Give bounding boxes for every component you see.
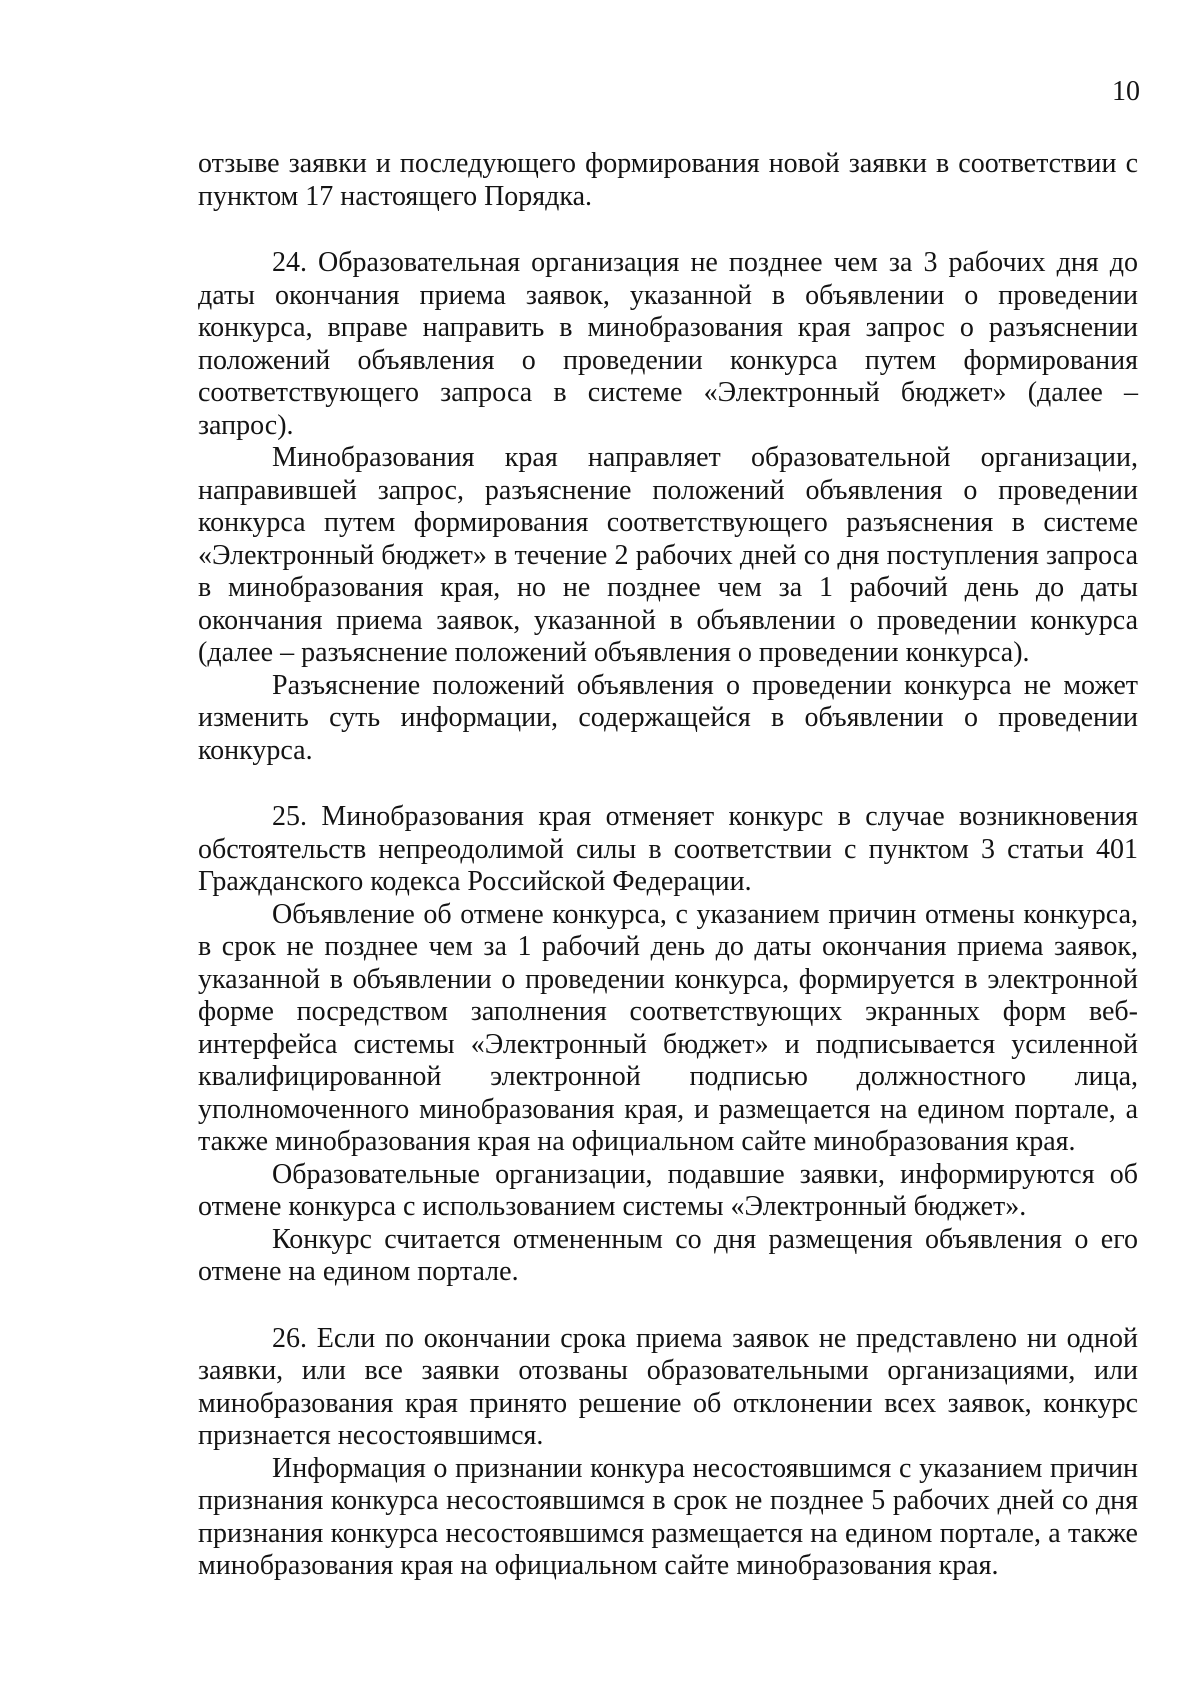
clause-25-notification: Образовательные организации, подавшие заявки, информируются об отмене конкурса с использованием системы «Электронный бюджет». bbox=[198, 1158, 1138, 1222]
clause-26-information: Информация о признании конкура несостоявшимся с указанием причин признания конкурса несостоявшимся в срок не позднее 5 рабочих дней со дня признания конкурса несостоявшимся размещается на едином портале, а также минобразования края на официальном сайте минобразования края. bbox=[198, 1452, 1138, 1581]
clause-24: 24. Образовательная организация не позднее чем за 3 рабочих дня до даты окончания приема заявок, указанной в объявлении о проведении конкурса, вправе направить в минобразования края запрос о разъяснении положений объявления о проведении конкурса путем формирования соответствующего запроса в системе «Электронный бюджет» (далее – запрос). bbox=[198, 247, 1138, 441]
clause-25-effective: Конкурс считается отмененным со дня размещения объявления о его отмене на едином портале. bbox=[198, 1223, 1138, 1287]
page-number: 10 bbox=[1112, 76, 1140, 107]
clause-26: 26. Если по окончании срока приема заявок не представлено ни одной заявки, или все заявки отозваны образовательными организациями, или минобразования края принято решение об отклонении всех заявок, конкурс признается несостоявшимся. bbox=[198, 1322, 1138, 1451]
document-body bbox=[198, 148, 1138, 1583]
clause-25: 25. Минобразования края отменяет конкурс в случае возникновения обстоятельств непреодолимой силы в соответствии с пунктом 3 статьи 401 Гражданского кодекса Российской Федерации. bbox=[198, 801, 1138, 897]
clause-24-note: Разъяснение положений объявления о проведении конкурса не может изменить суть информации, содержащейся в объявлении о проведении конкурса. bbox=[198, 669, 1138, 766]
clause-25-announcement: Объявление об отмене конкурса, с указанием причин отмены конкурса, в срок не позднее чем за 1 рабочий день до даты окончания приема заявок, указанной в объявлении о проведении конкурса, формируется в электронной форме посредством заполнения соответствующих экранных форм веб-интерфейса системы «Электронный бюджет» и подписывается усиленной квалифицированной электронной подписью должностного лица, уполномоченного минобразования края, и размещается на едином портале, а также минобразования края на официальном сайте минобразования края. bbox=[198, 898, 1138, 1157]
clause-24-response: Минобразования края направляет образовательной организации, направившей запрос, разъяснение положений объявления о проведении конкурса путем формирования соответствующего разъяснения в системе «Электронный бюджет» в течение 2 рабочих дней со дня поступления запроса в минобразования края, но не позднее чем за 1 рабочий день до даты окончания приема заявок, указанной в объявлении о проведении конкурса (далее – разъяснение положений объявления о проведении конкурса). bbox=[198, 442, 1138, 668]
paragraph-continuation: отзыве заявки и последующего формирования новой заявки в соответствии с пунктом 17 настоящего Порядка. bbox=[198, 148, 1138, 212]
